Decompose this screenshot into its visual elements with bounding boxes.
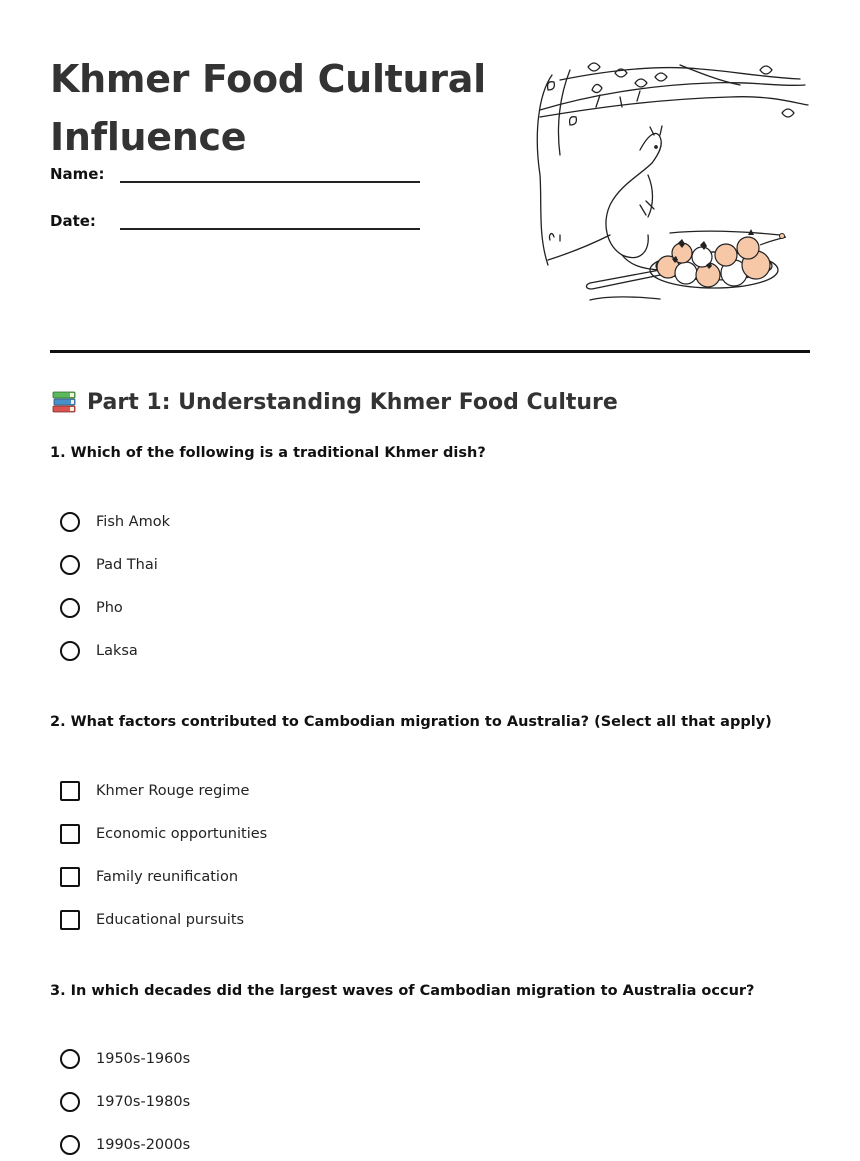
date-input-line[interactable]: [120, 214, 420, 230]
checkbox[interactable]: [60, 824, 80, 844]
radio-button[interactable]: [60, 641, 80, 661]
question-1: 1. Which of the following is a traditional Khmer dish?: [50, 445, 486, 461]
radio-button[interactable]: [60, 555, 80, 575]
option-label: Economic opportunities: [96, 826, 268, 842]
page-title: Khmer Food Cultural Influence: [50, 57, 486, 159]
checkbox[interactable]: [60, 781, 80, 801]
section-title-text: Part 1: Understanding Khmer Food Culture: [87, 389, 618, 415]
kangaroo-illustration: [530, 55, 812, 315]
name-field: [50, 165, 420, 183]
option-khmer-rouge-regime[interactable]: [60, 781, 249, 801]
radio-button[interactable]: [60, 598, 80, 618]
checkbox[interactable]: [60, 867, 80, 887]
option-laksa[interactable]: [60, 641, 138, 661]
checkbox[interactable]: [60, 910, 80, 930]
option-pho[interactable]: [60, 598, 123, 618]
radio-button[interactable]: [60, 1092, 80, 1112]
radio-button[interactable]: [60, 1135, 80, 1155]
option-1950s-1960s[interactable]: [60, 1049, 190, 1069]
date-label: Date:: [50, 212, 96, 230]
radio-button[interactable]: [60, 512, 80, 532]
option-label: Educational pursuits: [96, 912, 245, 928]
option-label: 1970s-1980s: [96, 1094, 191, 1110]
option-1970s-1980s[interactable]: [60, 1092, 190, 1112]
header-divider: [50, 350, 810, 353]
radio-button[interactable]: [60, 1049, 80, 1069]
option-label: Pho: [96, 600, 123, 616]
option-label: Laksa: [96, 643, 138, 659]
date-field: [50, 212, 420, 230]
option-family-reunification[interactable]: [60, 867, 238, 887]
option-label: Pad Thai: [96, 557, 158, 573]
name-label: Name:: [50, 165, 105, 183]
question-3: 3. In which decades did the largest waves of Cambodian migration to Australia occur?: [50, 983, 755, 999]
option-educational-pursuits[interactable]: [60, 910, 244, 930]
option-label: 1990s-2000s: [96, 1137, 191, 1153]
option-label: Fish Amok: [96, 514, 170, 530]
name-input-line[interactable]: [120, 167, 420, 183]
option-economic-opportunities[interactable]: [60, 824, 267, 844]
option-label: 1950s-1960s: [96, 1051, 191, 1067]
option-1990s-2000s[interactable]: [60, 1135, 190, 1155]
question-2: 2. What factors contributed to Cambodian migration to Australia? (Select all that apply): [50, 714, 772, 730]
option-fish-amok[interactable]: [60, 512, 170, 532]
section-title-part-1: [50, 388, 618, 416]
option-pad-thai[interactable]: [60, 555, 158, 575]
option-label: Khmer Rouge regime: [96, 783, 250, 799]
option-label: Family reunification: [96, 869, 239, 885]
books-icon: [50, 388, 78, 416]
